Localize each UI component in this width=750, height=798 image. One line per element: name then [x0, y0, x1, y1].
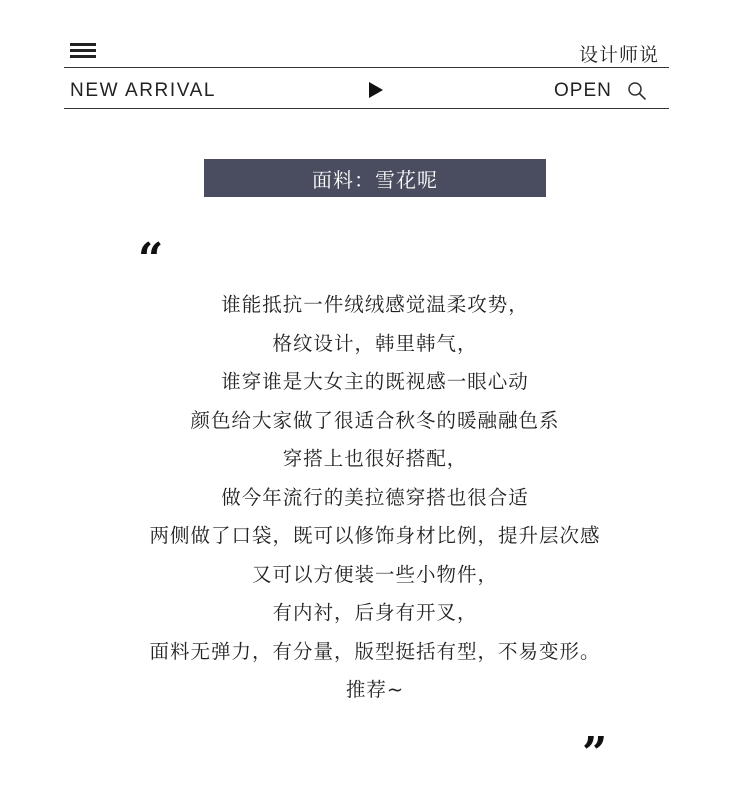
description-line: 面料无弹力，有分量，版型挺括有型，不易变形。 [149, 639, 601, 663]
description-line: 格纹设计，韩里韩气， [272, 331, 478, 355]
description-line: 谁能抵抗一件绒绒感觉温柔攻势， [221, 293, 529, 316]
header-title: 设计师说 [578, 44, 659, 66]
hamburger-menu-icon[interactable] [70, 43, 96, 59]
description-block [0, 286, 750, 710]
description-line: 有内衬，后身有开叉， [272, 601, 478, 624]
description-line: 又可以方便装一些小物件， [251, 562, 498, 586]
close-quote-mark: ” [582, 728, 608, 779]
play-icon[interactable] [369, 82, 383, 98]
nav-bar [64, 69, 669, 108]
description-line: 谁穿谁是大女主的既视感一眼心动 [221, 370, 529, 393]
description-line: 推荐~ [345, 678, 405, 701]
fabric-banner [204, 159, 546, 197]
fabric-banner-text: 面料：雪花呢 [312, 167, 438, 192]
open-quote-mark: “ [138, 234, 164, 285]
search-icon[interactable] [627, 81, 647, 101]
header-divider-top [64, 67, 669, 68]
description-line: 颜色给大家做了很适合秋冬的暖融融色系 [190, 408, 560, 432]
new-arrival-label: NEW ARRIVAL [70, 80, 217, 101]
header-bar [64, 36, 669, 67]
open-button[interactable]: OPEN [554, 80, 612, 101]
header-divider-bottom [64, 108, 669, 109]
description-line: 做今年流行的美拉德穿搭也很合适 [221, 485, 529, 509]
description-line: 穿搭上也很好搭配， [282, 447, 468, 470]
description-line: 两侧做了口袋，既可以修饰身材比例，提升层次感 [149, 524, 601, 547]
